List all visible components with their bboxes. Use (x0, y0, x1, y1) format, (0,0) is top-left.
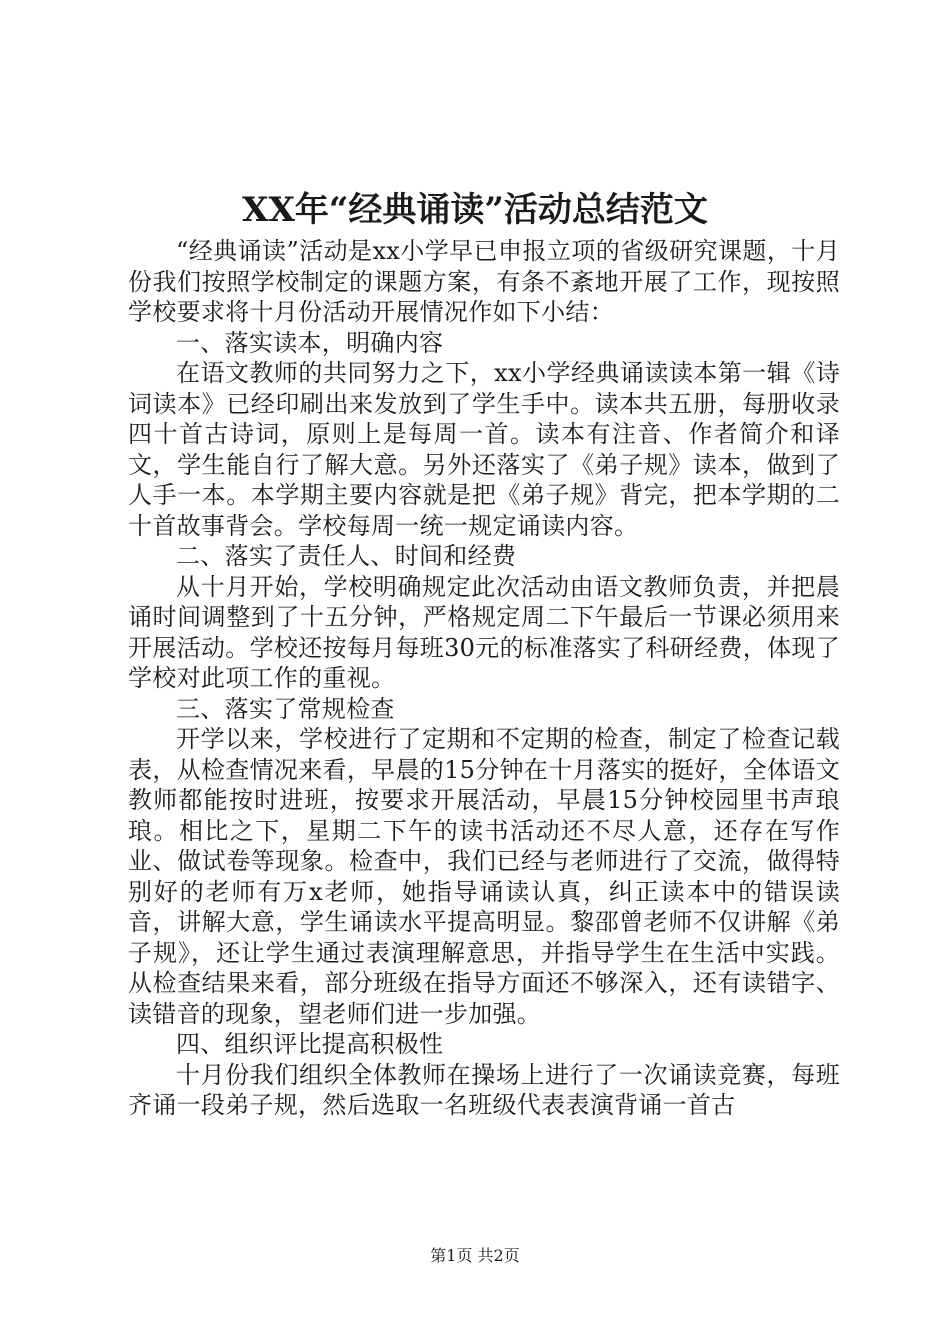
section-heading-2: 二、落实了责任人、时间和经费 (176, 542, 517, 570)
section-heading-1: 一、落实读本，明确内容 (176, 328, 444, 357)
section-4-paragraph: 十月份我们组织全体教师在操场上进行了一次诵读竞赛，每班齐诵一段弟子规，然后选取一名班级代表表演背诵一首古 (128, 1060, 840, 1119)
document-body (128, 236, 840, 1121)
section-2-paragraph: 从十月开始，学校明确规定此次活动由语文教师负责，并把晨诵时间调整到了十五分钟，严格规定周二下午最后一节课必须用来开展活动。学校还按每月每班30元的标准落实了科研经费，体现了学校对此项工作的重视。 (128, 572, 840, 692)
section-heading-3: 三、落实了常规检查 (176, 694, 395, 723)
section-heading-4: 四、组织评比提高积极性 (176, 1030, 444, 1058)
section-1-paragraph: 在语文教师的共同努力之下，xx小学经典诵读读本第一辑《诗词读本》已经印刷出来发放到了学生手中。读本共五册，每册收录四十首古诗词，原则上是每周一首。读本有注音、作者简介和译文，学生能自行了解大意。另外还落实了《弟子规》读本，做到了人手一本。本学期主要内容就是把《弟子规》背完，把本学期的二十首故事背会。学校每周一统一规定诵读内容。 (128, 359, 840, 540)
section-3-paragraph: 开学以来，学校进行了定期和不定期的检查，制定了检查记载表，从检查情况来看，早晨的15分钟在十月落实的挺好，全体语文教师都能按时进班，按要求开展活动，早晨15分钟校园里书声琅琅。相比之下，星期二下午的读书活动还不尽人意，还存在写作业、做试卷等现象。检查中，我们已经与老师进行了交流，做得特别好的老师有万x老师，她指导诵读认真，纠正读本中的错误读音，讲解大意，学生诵读水平提高明显。黎邵曾老师不仅讲解《弟子规》，还让学生通过表演理解意思，并指导学生在生活中实践。从检查结果来看，部分班级在指导方面还不够深入，还有读错字、读错音的现象，望老师们进一步加强。 (128, 725, 840, 1028)
page-footer: 第1页 共2页 (430, 1246, 520, 1265)
document-title: XX年“经典诵读”活动总结范文 (242, 190, 708, 230)
intro-paragraph: “经典诵读”活动是xx小学早已申报立项的省级研究课题，十月份我们按照学校制定的课题方案，有条不紊地开展了工作，现按照学校要求将十月份活动开展情况作如下小结： (128, 237, 840, 326)
